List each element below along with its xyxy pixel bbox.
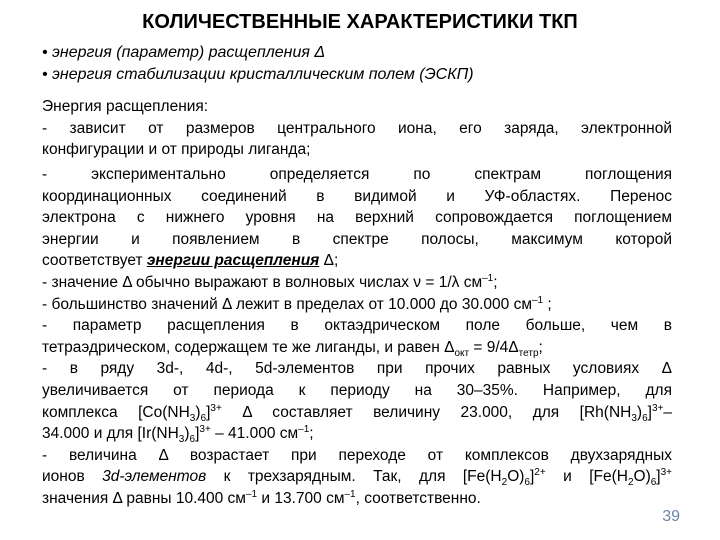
paragraph-heading: Энергия расщепления: bbox=[42, 98, 209, 115]
text-line: - большинство значений Δ лежит в пределах от 10.000 до 30.000 $см^{-1}$ ; bbox=[42, 294, 552, 313]
text-line: - величина Δ возрастает при переходе от комплексов двухзарядных bbox=[42, 446, 672, 464]
text-line: - параметр расщепления в октаэдрическом поле больше, чем в bbox=[42, 317, 672, 335]
text-line: значения Δ равны 10.400 $см^{-1}$ и 13.700 $см^{-1}$, соответственно. bbox=[42, 488, 481, 507]
text-line: комплекса $[Co(NH_3)_6]^{3+}$ Δ составляет величину 23.000, для $[Rh(NH_3)_6]^{3+}-$ bbox=[42, 402, 672, 424]
slide-title: КОЛИЧЕСТВЕННЫЕ ХАРАКТЕРИСТИКИ ТКП bbox=[142, 11, 578, 33]
text-line: - значение Δ обычно выражают в волновых числах ν = 1/λ $см^{-1}$; bbox=[42, 272, 498, 291]
text-line: - зависит от размеров центрального иона, его заряда, электронной bbox=[42, 119, 672, 137]
text-line: - экспериментально определяется по спектрам поглощения bbox=[42, 166, 672, 183]
bullet-item: • энергия (параметр) расщепления Δ bbox=[42, 44, 326, 61]
paragraph-details bbox=[42, 164, 672, 510]
text-line: 34.000 и для $[Ir(NH_3)_6]^{3+} - 41.000$ $см^{-1}$; bbox=[42, 423, 314, 446]
text-line: координационных соединений в видимой и УФ-областях. Перенос bbox=[42, 187, 672, 205]
text-line: увеличивается от периода к периоду на 30–35%. Например, для bbox=[42, 381, 672, 399]
bullet-item: • энергия стабилизации кристаллическим полем (ЭСКП) bbox=[42, 66, 474, 83]
bullet-list bbox=[42, 42, 682, 86]
paragraph-intro bbox=[42, 96, 672, 161]
text-line: тетраэдрическом, содержащем те же лиганды, и равен $\Delta_{окт} = 9/4\Delta_{тетр}$; bbox=[42, 338, 543, 359]
text-line: конфигурации и от природы лиганда; bbox=[42, 141, 311, 159]
text-line: электрона с нижнего уровня на верхний сопровождается поглощением bbox=[42, 209, 672, 227]
emphasis-term: энергии расщепления bbox=[146, 252, 320, 270]
text-line: энергии и появлением в спектре полосы, максимум которой bbox=[42, 230, 672, 248]
text-line: - в ряду 3d-, 4d-, 5d-элементов при прочих равных условиях Δ bbox=[42, 360, 672, 378]
text-line: ионов 3d-элементов к трехзарядным. Так, для $[Fe(H_2O)_6]^{2+}$ и $[Fe(H_2O)_6]^{3+}$ bbox=[42, 467, 673, 489]
text-line: соответствует энергии расщепления Δ; bbox=[42, 252, 339, 270]
page-number: 39 bbox=[662, 508, 680, 525]
